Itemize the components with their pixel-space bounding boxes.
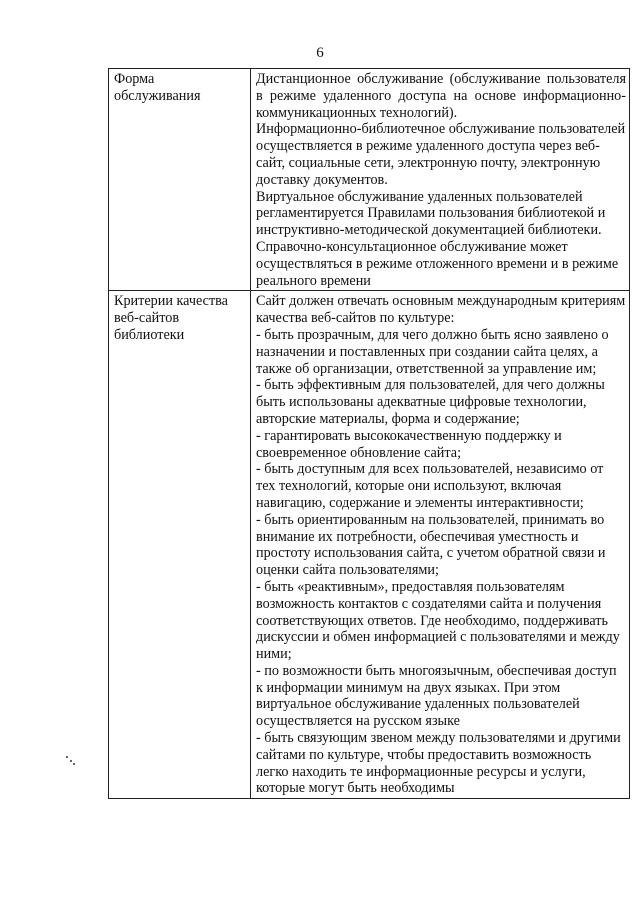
paragraph: Дистанционное обслуживание (обслуживание пользователя в режиме удаленного доступа на основе информационно-коммуникационных технологий). (256, 71, 626, 121)
scan-artifact-dots (66, 756, 76, 766)
label-line: библиотеки (114, 326, 185, 343)
list-item: - быть прозрачным, для чего должно быть ясно заявлено о назначении и поставленных при создании сайта целях, а также об организации, ответственной за управление им; (256, 326, 609, 377)
paragraph: Справочно-консультационное обслуживание может осуществляться в режиме отложенного времени и в режиме реального времени (256, 238, 619, 289)
row-content-quality-criteria (251, 291, 630, 799)
row-label-quality-criteria (109, 291, 251, 799)
list-item: - быть доступным для всех пользователей, независимо от тех технологий, которые они используют, включая навигацию, содержание и элементы интерактивности; (256, 461, 604, 511)
label-line: обслуживания (114, 87, 201, 104)
label-line: Критерии качества (114, 293, 228, 310)
paragraph: Сайт должен отвечать основным международным критериям качества веб-сайтов по культуре: (256, 293, 626, 327)
label-line: веб-сайтов (114, 310, 180, 327)
table-row-quality-criteria (109, 291, 630, 799)
label-line: Форма (114, 71, 155, 87)
list-item: - быть «реактивным», предоставляя пользователям возможность контактов с создателями сайта и получения соответствующих ответов. Где необходимо, поддерживать дискуссии и обмен информацией с пользователями и между ними; (256, 578, 620, 663)
page-number: 6 (316, 45, 324, 61)
list-item: - по возможности быть многоязычным, обеспечивая доступ к информации минимум на двух языках. При этом виртуальное обслуживание удаленных пользователей осуществляется на русском языке (256, 662, 617, 730)
row-label-service-form (109, 69, 251, 291)
paragraph: Информационно-библиотечное обслуживание пользователей осуществляется в режиме удаленного доступа через веб-сайт, социальные сети, электронную почту, электронную доставку документов. (256, 121, 626, 188)
list-item: - быть ориентированным на пользователей, принимать во внимание их потребности, обеспечивая уместность и простоту использования сайта, с учетом обратной связи и оценки сайта пользователями; (256, 511, 606, 579)
paragraph: Виртуальное обслуживание удаленных пользователей регламентируется Правилами пользования библиотекой и инструктивно-методической документацией библиотеки. (256, 188, 606, 239)
list-item: - быть связующим звеном между пользователями и другими сайтами по культуре, чтобы предоставить возможность легко находить те информационные ресурсы и услуги, которые могут быть необходимы (256, 730, 621, 797)
list-item: - гарантировать высококачественную поддержку и своевременное обновление сайта; (256, 427, 562, 461)
document-table (108, 68, 630, 799)
list-item: - быть эффективным для пользователей, для чего должны быть использованы адекватные цифровые технологии, авторские материалы, форма и содержание; (256, 377, 605, 427)
row-content-service-form (251, 69, 630, 291)
table-row-service-form (109, 69, 630, 291)
